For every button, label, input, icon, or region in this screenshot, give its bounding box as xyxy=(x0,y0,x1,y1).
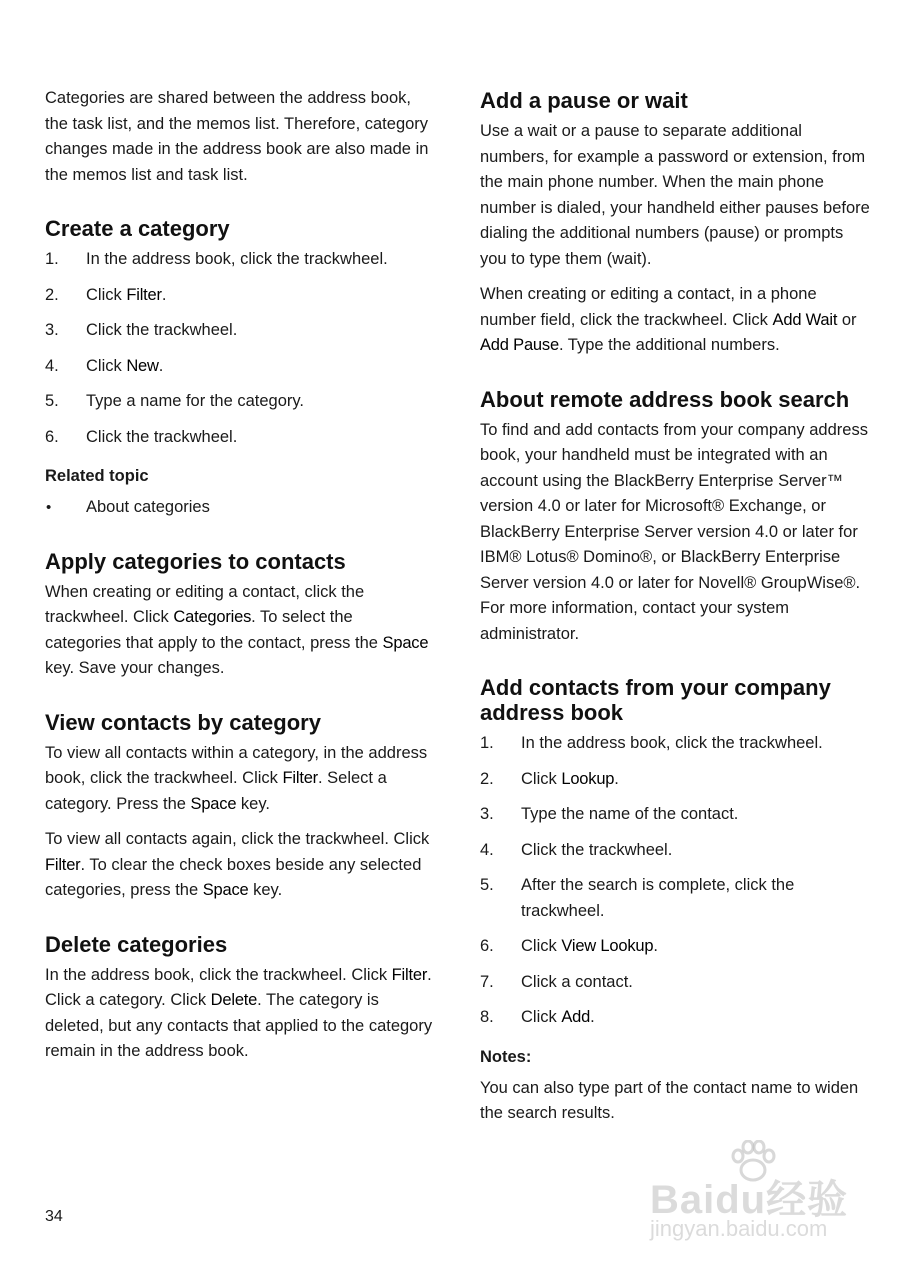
menu-term: Filter xyxy=(126,285,162,304)
right-column xyxy=(480,86,872,1137)
watermark-brand: Baidu经验 xyxy=(650,1178,849,1222)
related-topic-item[interactable]: • About categories xyxy=(45,495,433,521)
step: 7. Click a contact. xyxy=(480,972,633,991)
notes-heading: Notes: xyxy=(480,1047,532,1066)
left-column xyxy=(45,86,433,1075)
intro-paragraph: Categories are shared between the address book, the task list, and the memos list. Therefore, category changes made in the address book are also made in the memos list and task list. xyxy=(45,89,429,184)
step: 4. Click New. xyxy=(45,356,164,375)
pause-wait-paragraph-2: When creating or editing a contact, in a phone number field, click the trackwheel. Click Add Wait or Add Pause. Type the additional numbers. xyxy=(480,285,857,354)
create-category-heading: Create a category xyxy=(45,216,230,241)
related-topic-list xyxy=(45,495,433,521)
delete-categories-paragraph: In the address book, click the trackwheel. Click Filter. Click a category. Click Delete. The category is deleted, but any contacts that applied to the category remain in the address book. xyxy=(45,965,433,1060)
add-contacts-steps xyxy=(480,731,872,1031)
menu-term: Filter xyxy=(391,965,428,984)
notes-paragraph: You can also type part of the contact name to widen the search results. xyxy=(480,1078,859,1122)
remote-search-heading: About remote address book search xyxy=(480,386,850,412)
view-contacts-heading: View contacts by category xyxy=(45,709,321,735)
menu-term: Filter xyxy=(45,855,81,874)
step: 1. In the address book, click the trackwheel. xyxy=(45,250,388,268)
delete-categories-heading: Delete categories xyxy=(45,931,228,957)
step: 6. Click the trackwheel. xyxy=(45,427,238,446)
step: 4. Click the trackwheel. xyxy=(480,840,673,859)
step: 3. Type the name of the contact. xyxy=(480,805,739,823)
view-contacts-paragraph-2: To view all contacts again, click the trackwheel. Click Filter. To clear the check boxes beside any selected categories, press the Space key. xyxy=(45,830,430,899)
view-contacts-paragraph-1: To view all contacts within a category, in the address book, click the trackwheel. Click Filter. Select a category. Press the Space key. xyxy=(45,743,428,813)
step: 6. Click View Lookup. xyxy=(480,937,658,955)
related-topic-heading: Related topic xyxy=(45,467,149,485)
watermark-url: jingyan.baidu.com xyxy=(650,1216,828,1241)
add-contacts-heading: Add contacts from your company address book xyxy=(480,675,831,725)
create-category-steps xyxy=(45,247,433,450)
step: 2. Click Filter. xyxy=(45,285,167,304)
menu-term: View Lookup xyxy=(561,937,654,955)
key-term: Space xyxy=(202,881,249,899)
step: 5. Type a name for the category. xyxy=(45,392,304,410)
pause-wait-heading: Add a pause or wait xyxy=(480,88,688,113)
menu-term: Categories xyxy=(173,608,252,626)
menu-term: Add Pause xyxy=(480,336,559,354)
remote-search-paragraph: To find and add contacts from your company address book, your handheld must be integrated with an account using the BlackBerry Enterprise Server™ version 4.0 or later for Microsoft® Exchange, or BlackBerry Enterprise Server version 4.0 or later for IBM® Lotus® Domino®, or BlackBerry Enterprise Server version 4.0 or later for Novell® GroupWise®. For more information, contact your system administrator. xyxy=(480,420,868,643)
watermark xyxy=(636,1140,876,1250)
pause-wait-paragraph-1: Use a wait or a pause to separate additional numbers, for example a password or extension, from the main phone number. When the main phone number is dialed, your handheld either pauses before dialing the additional numbers (pause) or prompts you to type them (wait). xyxy=(480,122,870,268)
menu-term: Add Wait xyxy=(772,310,838,329)
bullet-icon: • xyxy=(46,499,52,516)
apply-categories-heading: Apply categories to contacts xyxy=(45,548,346,574)
step: 8. Click Add. xyxy=(480,1008,595,1026)
step: 1. In the address book, click the trackwheel. xyxy=(480,734,823,752)
menu-term: Add xyxy=(561,1008,591,1026)
step: 3. Click the trackwheel. xyxy=(45,321,238,339)
menu-term: Filter xyxy=(282,769,318,787)
key-term: Space xyxy=(190,794,237,813)
page-number: 34 xyxy=(45,1208,63,1225)
menu-term: New xyxy=(126,356,159,375)
step: 5. After the search is complete, click the trackwheel. xyxy=(480,876,795,920)
apply-categories-paragraph: When creating or editing a contact, click the trackwheel. Click Categories. To select the categories that apply to the contact, press the Space key. Save your changes. xyxy=(45,582,429,677)
key-term: Space xyxy=(382,633,429,652)
menu-term: Lookup xyxy=(561,769,615,788)
menu-term: Delete xyxy=(210,991,258,1009)
step: 2. Click Lookup. xyxy=(480,769,619,788)
